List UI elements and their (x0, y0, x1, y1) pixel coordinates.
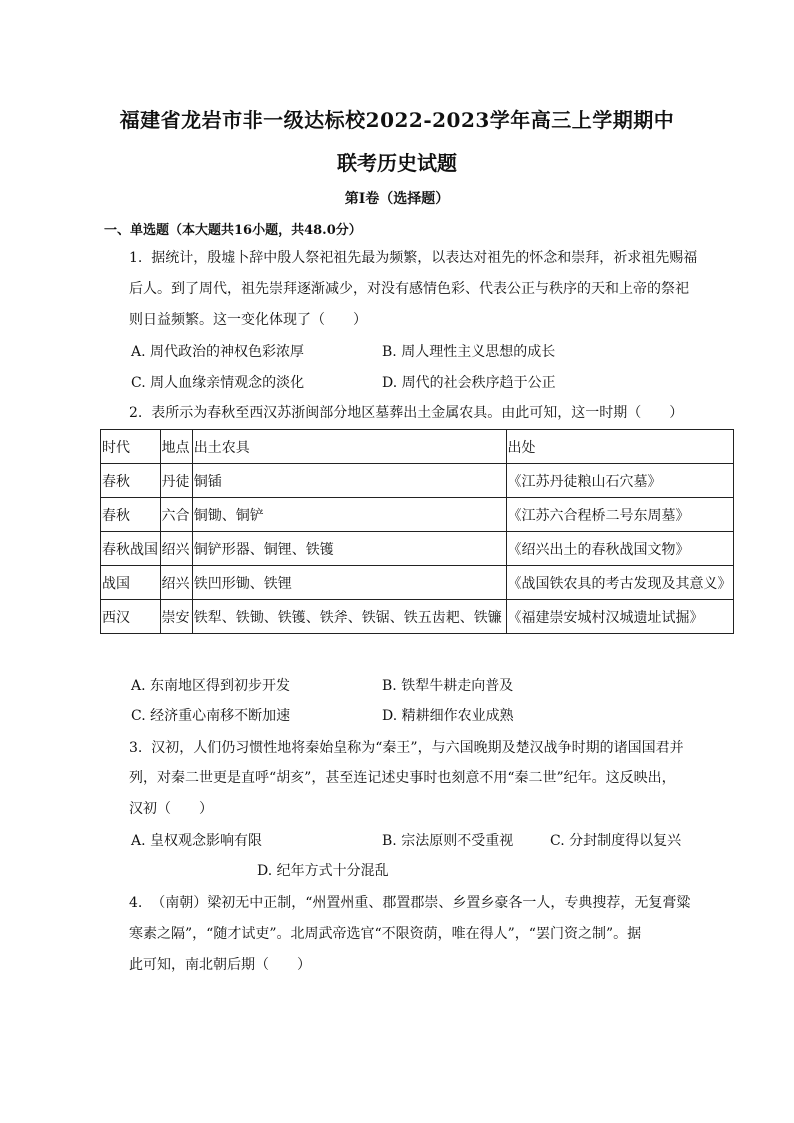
question-3-line-2: 列，对秦二世更是直呼“胡亥”，甚至连记述史事时也刻意不用“秦二世”纪年。这反映出， (129, 770, 676, 786)
question-2-line-1: 2. 表所示为春秋至西汉苏浙闽部分地区墓葬出土金属农具。由此可知，这一时期（ ） (129, 405, 684, 421)
table-cell: 铁凹形锄、铁锂 (192, 566, 506, 600)
question-1-option-a[interactable]: A. 周代政治的神权色彩浓厚 (131, 344, 305, 360)
question-1-option-b[interactable]: B. 周人理性主义思想的成长 (382, 344, 556, 360)
question-4-number: 4. (129, 895, 143, 911)
table-cell: 春秋 (101, 498, 161, 532)
question-1-option-d[interactable]: D. 周代的社会秩序趋于公正 (382, 375, 556, 391)
table-row (101, 600, 734, 634)
table-header-row (101, 430, 734, 464)
table-cell: 《江苏丹徒粮山石穴墓》 (506, 464, 734, 498)
table-header-cell: 出土农具 (192, 430, 506, 464)
table-cell: 铜铲形器、铜锂、铁镬 (192, 532, 506, 566)
question-4-line-3: 此可知，南北朝后期（ ） (129, 957, 311, 973)
table-cell: 西汉 (101, 600, 161, 634)
question-1-line-1: 1. 据统计，殷墟卜辞中殷人祭祀祖先最为频繁，以表达对祖先的怀念和崇拜，祈求祖先赐福 (129, 250, 698, 266)
table-cell: 《江苏六合程桥二号东周墓》 (506, 498, 734, 532)
table-cell: 丹徒 (160, 464, 192, 498)
table-row (101, 566, 734, 600)
volume-heading: 第Ⅰ卷（选择题） (344, 191, 450, 207)
question-2-number: 2. (129, 405, 143, 421)
table-header-cell: 出处 (506, 430, 734, 464)
table-cell: 六合 (160, 498, 192, 532)
table-cell: 春秋战国 (101, 532, 161, 566)
table-row (101, 532, 734, 566)
question-1-line-2: 后人。到了周代，祖先崇拜逐渐减少，对没有感情色彩、代表公正与秩序的天和上帝的祭祀 (129, 281, 689, 297)
question-3-number: 3. (129, 740, 143, 756)
question-3-option-b[interactable]: B. 宗法原则不受重视 (382, 833, 514, 849)
question-3-line-3: 汉初（ ） (129, 801, 213, 817)
section-heading: 一、单选题（本大题共16小题，共48.0分） (104, 223, 362, 238)
table-header-cell: 时代 (101, 430, 161, 464)
table-cell: 战国 (101, 566, 161, 600)
table-cell: 铁犁、铁锄、铁镬、铁斧、铁锯、铁五齿耙、铁镰 (192, 600, 506, 634)
table-cell: 绍兴 (160, 532, 192, 566)
exam-title: 福建省龙岩市非一级达标校2022-2023学年高三上学期期中 (119, 108, 675, 132)
question-2-option-c[interactable]: C. 经济重心南移不断加速 (131, 708, 291, 724)
exam-subtitle: 联考历史试题 (337, 151, 457, 175)
table-cell: 铜锸 (192, 464, 506, 498)
table-cell: 崇安 (160, 600, 192, 634)
table-cell: 绍兴 (160, 566, 192, 600)
question-2-option-b[interactable]: B. 铁犁牛耕走向普及 (382, 678, 514, 694)
question-3-option-a[interactable]: A. 皇权观念影响有限 (131, 833, 263, 849)
table-cell: 《绍兴出土的春秋战国文物》 (506, 532, 734, 566)
question-1-option-c[interactable]: C. 周人血缘亲情观念的淡化 (131, 375, 305, 391)
table-cell: 春秋 (101, 464, 161, 498)
table-cell: 《战国铁农具的考古发现及其意义》 (506, 566, 734, 600)
question-3-option-d[interactable]: D. 纪年方式十分混乱 (257, 863, 389, 879)
question-2-option-d[interactable]: D. 精耕细作农业成熟 (382, 708, 514, 724)
table-header-cell: 地点 (160, 430, 192, 464)
table-row (101, 498, 734, 532)
question-4-line-2: 寒素之隔”，“随才试吏”。北周武帝选官“不限资荫，唯在得人”，“罢门资之制”。据 (129, 926, 642, 942)
question-1-number: 1. (129, 250, 143, 266)
farm-tools-table (100, 429, 734, 634)
table-cell: 铜锄、铜铲 (192, 498, 506, 532)
question-3-option-c[interactable]: C. 分封制度得以复兴 (550, 833, 682, 849)
question-4-line-1: 4. （南朝）梁初无中正制，“州置州重、郡置郡崇、乡置乡豪各一人，专典搜荐，无复膏粱 (129, 895, 691, 911)
table-row (101, 464, 734, 498)
question-3-line-1: 3. 汉初，人们仍习惯性地将秦始皇称为“秦王”，与六国晚期及楚汉战争时期的诸国国君并 (129, 740, 684, 756)
question-1-line-3: 则日益频繁。这一变化体现了（ ） (129, 312, 367, 328)
table-cell: 《福建崇安城村汉城遗址试掘》 (506, 600, 734, 634)
question-2-option-a[interactable]: A. 东南地区得到初步开发 (131, 678, 291, 694)
